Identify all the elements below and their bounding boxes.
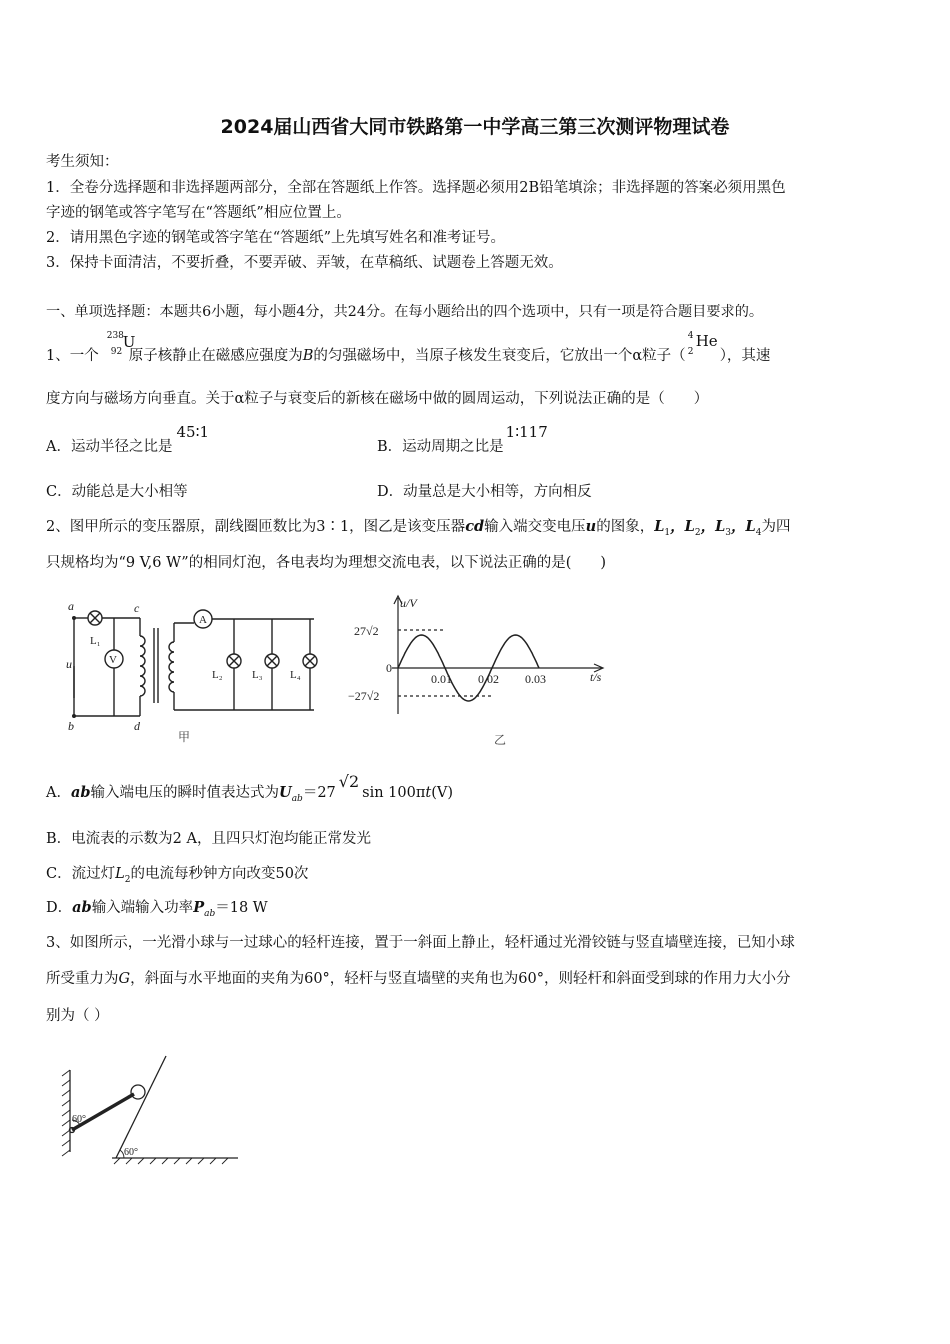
q2-option-d[interactable]: D．ab输入端输入功率$P_{ab}=18$ W bbox=[46, 899, 268, 919]
incline-angle-label: 60° bbox=[124, 1147, 138, 1158]
lamp-l2-label: L₂ bbox=[212, 669, 223, 681]
q3-line3: 别为（ ） bbox=[46, 1008, 109, 1024]
terminal-d: d bbox=[134, 719, 140, 733]
input-voltage-label: u bbox=[66, 657, 72, 671]
smooth-ball bbox=[131, 1085, 145, 1099]
figure-jia-label: 甲 bbox=[178, 730, 191, 744]
ammeter-label: A bbox=[199, 614, 207, 626]
graph-tick-001: 0.01 bbox=[431, 672, 452, 686]
lamp-l4-label: L₄ bbox=[290, 669, 301, 681]
u-charge-number: 92 bbox=[110, 347, 123, 357]
notice-item-2: 2．请用黑色字迹的钢笔或答字笔在“答题纸”上先填写姓名和准考证号。 bbox=[46, 230, 506, 246]
q1-option-b[interactable]: B．运动周期之比是1∶117 bbox=[377, 423, 548, 455]
terminal-c: c bbox=[134, 601, 140, 615]
notice-item-1: 1．全卷分选择题和非选择题两部分，全部在答题纸上作答。选择题必须用2B铅笔填涂；非选择题的答案必须用黑色 bbox=[46, 180, 786, 196]
he-charge-number: 2 bbox=[687, 347, 694, 357]
notice-item-1-cont: 字迹的钢笔或答字笔写在“答题纸”相应位置上。 bbox=[46, 205, 351, 221]
q2-option-a[interactable]: A．ab输入端电压的瞬时值表达式为$U_{ab}=27√2\sin$ 100πt(V) bbox=[46, 772, 454, 804]
q2-line2: 只规格均为“9 V,6 W”的相同灯泡，各电表均为理想交流电表，以下说法正确的是( ) bbox=[46, 555, 607, 571]
q1-option-b-value: 1∶117 bbox=[505, 423, 548, 441]
lamp-l1-label: L₁ bbox=[90, 635, 101, 647]
figure-yi-label: 乙 bbox=[494, 733, 507, 747]
q2-option-c[interactable]: C．流过灯$L_2$的电流每秒钟方向改变50次 bbox=[46, 866, 309, 885]
terminal-a: a bbox=[68, 599, 74, 613]
notice-item-3: 3．保持卡面清洁，不要折叠，不要弄破、弄皱，在草稿纸、试题卷上答题无效。 bbox=[46, 255, 563, 271]
terminal-b: b bbox=[68, 719, 74, 733]
section-heading: 一、单项选择题：本题共6小题，每小题4分，共24分。在每小题给出的四个选项中，只有一项是符合题目要求的。 bbox=[46, 304, 764, 320]
lamp-l3-label: L₃ bbox=[252, 669, 263, 681]
voltage-time-graph bbox=[340, 592, 620, 750]
voltmeter-label: V bbox=[109, 654, 117, 666]
he-symbol: He bbox=[695, 332, 718, 350]
graph-tick-003: 0.03 bbox=[525, 672, 546, 686]
graph-tick-002: 0.02 bbox=[478, 672, 499, 686]
transformer-circuit-figure bbox=[62, 598, 332, 748]
u-mass-number: 238 bbox=[106, 331, 124, 341]
q2-line1: 2、图甲所示的变压器原，副线圈匝数比为3∶1，图乙是该变压器cd输入端交变电压u的图象，$L_1$，$L_2$，$L_3$，$L_4$为四 bbox=[46, 518, 791, 538]
q1-line2: 度方向与磁场方向垂直。关于α粒子与衰变后的新核在磁场中做的圆周运动，下列说法正确的是（ ） bbox=[46, 391, 709, 407]
q1-line1: 1、一个 238 92 U 原子核静止在磁感应强度为B的匀强磁场中，当原子核发生衰变后，它放出一个α粒子（ 4 2 He ），其速 bbox=[46, 340, 770, 366]
q1-option-a-value: 45∶1 bbox=[176, 423, 210, 441]
incline-rod-ball-figure bbox=[58, 1052, 248, 1167]
q1-option-d[interactable]: D．动量总是大小相等，方向相反 bbox=[377, 484, 592, 500]
u-symbol: U bbox=[122, 333, 136, 351]
page-title: 2024届山西省大同市铁路第一中学高三第三次测评物理试卷 bbox=[220, 116, 730, 138]
graph-zero-label: 0 bbox=[386, 661, 392, 675]
q2-option-b[interactable]: B．电流表的示数为2 A，且四只灯泡均能正常发光 bbox=[46, 831, 371, 847]
q3-line2: 所受重力为G，斜面与水平地面的夹角为60°，轻杆与竖直墙壁的夹角也为60°，则轻杆和斜面受到球的作用力大小分 bbox=[46, 971, 791, 987]
graph-x-label: t/s bbox=[590, 670, 602, 684]
wall-angle-label: 60° bbox=[72, 1114, 86, 1125]
graph-y-label: u/V bbox=[400, 596, 417, 610]
q1-option-a[interactable]: A．运动半径之比是45∶1 bbox=[46, 423, 210, 455]
q3-line1: 3、如图所示，一光滑小球与一过球心的轻杆连接，置于一斜面上静止，轻杆通过光滑铰链与竖直墙壁连接，已知小球 bbox=[46, 935, 795, 951]
notice-heading: 考生须知： bbox=[46, 154, 119, 170]
q1-option-c[interactable]: C．动能总是大小相等 bbox=[46, 484, 188, 500]
graph-ymax-label: 27√2 bbox=[354, 624, 379, 638]
he-mass-number: 4 bbox=[687, 331, 694, 341]
graph-ymin-label: −27√2 bbox=[348, 689, 380, 703]
incline-surface bbox=[116, 1056, 166, 1158]
